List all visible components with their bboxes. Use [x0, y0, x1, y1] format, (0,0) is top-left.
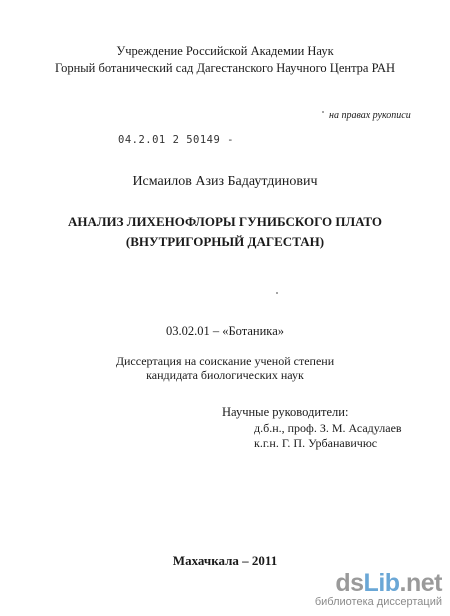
institution-line-2: Горный ботанический сад Дагестанского Научного Центра РАН — [54, 61, 396, 75]
author-name: Исмаилов Азиз Бадаутдинович — [132, 174, 318, 189]
degree-line-1: Диссертация на соискание ученой степени — [115, 354, 335, 368]
city-year: Махачкала – 2011 — [172, 553, 278, 568]
supervisor-1: д.б.н., проф. З. М. Асадулаев — [254, 421, 402, 435]
dslib-watermark — [315, 571, 442, 608]
institution-line-1: Учреждение Российской Академии Наук — [116, 44, 334, 58]
supervisors-heading: Научные руководители: — [222, 405, 349, 419]
scan-speck — [276, 292, 278, 294]
logo-text-net: .net — [399, 569, 442, 597]
thesis-title-line-2: (ВНУТРИГОРНЫЙ ДАГЕСТАН) — [125, 234, 325, 249]
scan-speck — [322, 111, 324, 113]
archive-stamp-code: 04.2.01 2 50149 - — [118, 134, 234, 146]
thesis-title-line-1: АНАЛИЗ ЛИХЕНОФЛОРЫ ГУНИБСКОГО ПЛАТО — [67, 214, 383, 229]
supervisor-2: к.г.н. Г. П. Урбанавичюс — [254, 436, 378, 450]
rights-note: на правах рукописи — [329, 110, 411, 121]
specialty-code: 03.02.01 – «Ботаника» — [166, 324, 284, 338]
degree-line-2: кандидата биологических наук — [146, 368, 304, 382]
logo-text-ds: ds — [335, 569, 364, 597]
dslib-logo — [315, 571, 442, 596]
watermark-subtitle: библиотека диссертаций — [314, 596, 442, 608]
logo-text-lib: Lib — [363, 569, 400, 597]
